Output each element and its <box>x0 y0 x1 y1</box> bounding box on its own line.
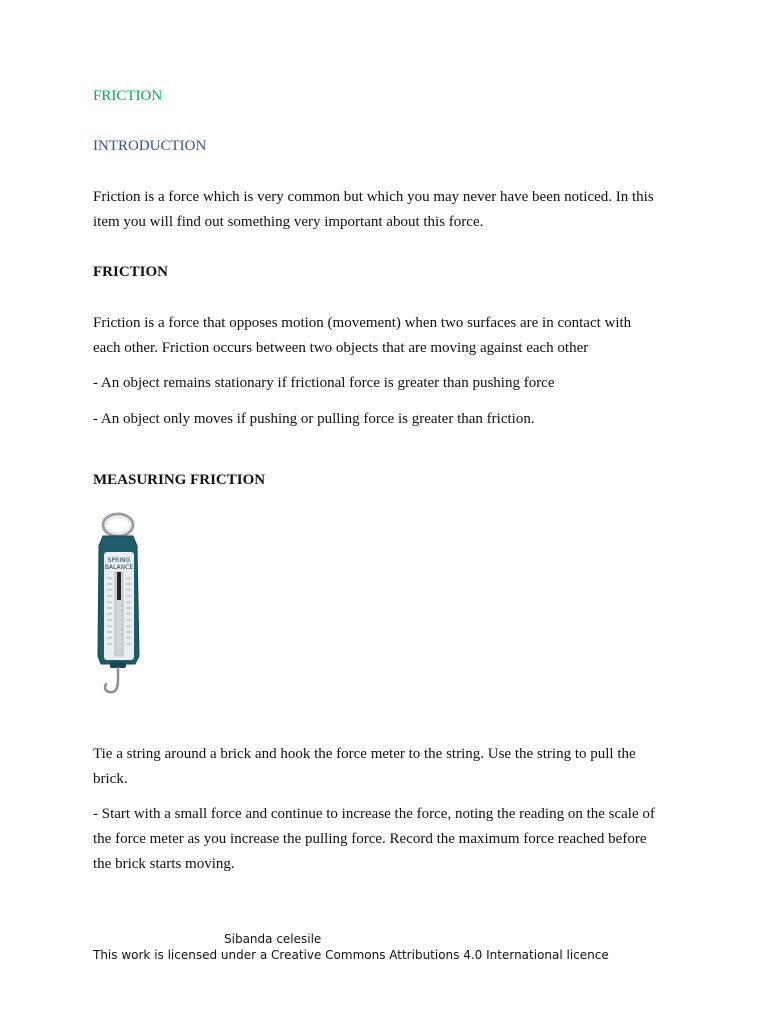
balance-indicator <box>117 572 121 600</box>
step-line-2: the force meter as you increase the pulling force. Record the maximum force reached before <box>93 831 647 847</box>
document-title: FRICTION <box>93 88 163 104</box>
balance-label-line-1: SPRING <box>107 557 131 564</box>
friction-paragraph-line-2: each other. Friction occurs between two objects that are moving against each other <box>93 340 589 356</box>
footer-author: Sibanda celesile <box>224 932 322 946</box>
bullet-moves: - An object only moves if pushing or pulling force is greater than friction. <box>93 411 535 427</box>
intro-paragraph-line-1: Friction is a force which is very common but which you may never have been noticed. In this <box>93 189 654 205</box>
intro-heading: INTRODUCTION <box>93 138 207 154</box>
step-line-3: the brick starts moving. <box>93 856 235 872</box>
balance-hook <box>105 668 118 692</box>
measuring-friction-heading: MEASURING FRICTION <box>93 472 266 488</box>
balance-top-ring-highlight <box>106 517 130 533</box>
step-line-1: - Start with a small force and continue to increase the force, noting the reading on the scale of <box>93 806 655 822</box>
balance-label-line-2: BALANCE <box>104 564 134 571</box>
intro-paragraph-line-2: item you will find out something very important about this force. <box>93 214 484 230</box>
bullet-stationary: - An object remains stationary if frictional force is greater than pushing force <box>93 375 555 391</box>
friction-paragraph-line-1: Friction is a force that opposes motion (movement) when two surfaces are in contact with <box>93 315 632 331</box>
instruction-line-1: Tie a string around a brick and hook the force meter to the string. Use the string to pull the <box>93 746 636 762</box>
footer-license: This work is licensed under a Creative Commons Attributions 4.0 International licence <box>93 948 609 962</box>
friction-heading: FRICTION <box>93 264 169 280</box>
instruction-line-2: brick. <box>93 771 128 787</box>
spring-balance-image <box>93 512 149 700</box>
